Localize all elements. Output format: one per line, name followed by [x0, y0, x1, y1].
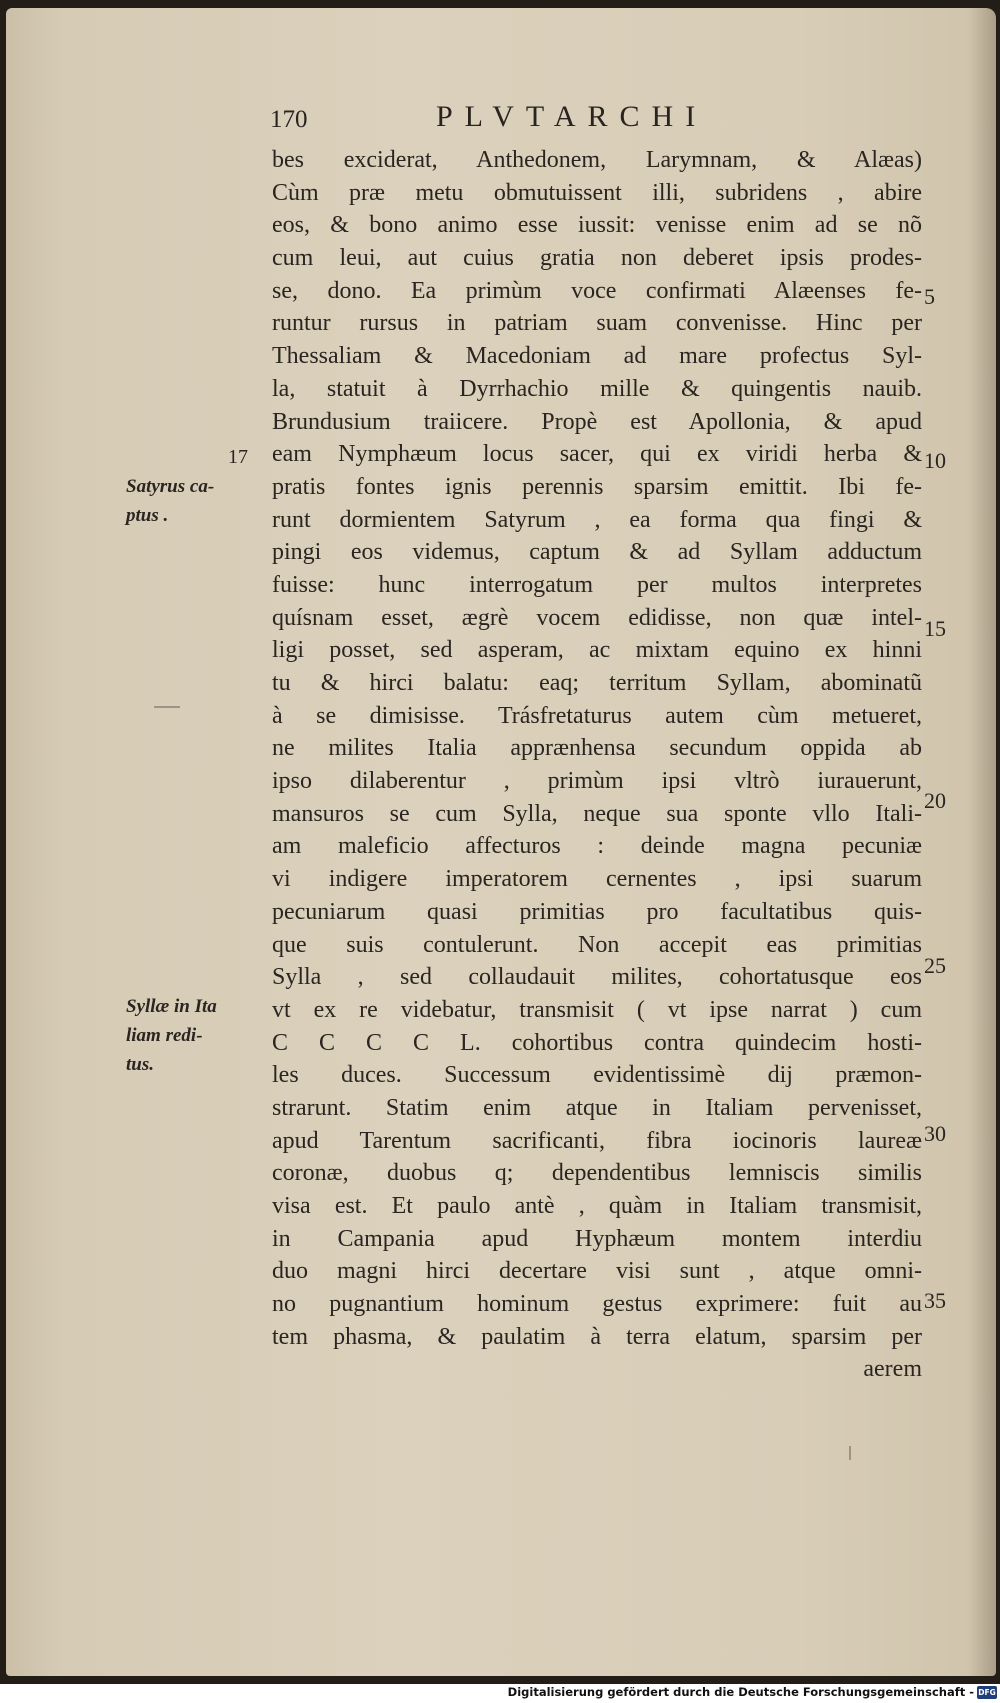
- text-line: à se dimisisse. Trásfretaturus autem cùm metueret,: [272, 702, 922, 729]
- margin-note-line: ptus .: [126, 505, 169, 526]
- catchword: aerem: [863, 1356, 922, 1383]
- text-line: eos, & bono animo esse iussit: venisse enim ad se nõ: [272, 212, 922, 239]
- line-number: 10: [924, 448, 946, 473]
- line-number: 35: [924, 1288, 946, 1313]
- text-line: fuisse: hunc interrogatum per multos interpretes: [272, 571, 922, 598]
- text-line: no pugnantium hominum gestus exprimere: fuit au: [272, 1291, 922, 1318]
- margin-note-line: Satyrus ca-: [126, 476, 215, 497]
- chapter-mark: 17: [228, 446, 248, 468]
- text-line: Cùm præ metu obmutuissent illi, subridens , abire: [272, 179, 922, 206]
- text-line: visa est. Et paulo antè , quàm in Italiam transmisit,: [272, 1193, 922, 1219]
- margin-note-sylla: [126, 992, 256, 1079]
- text-line: tu & hirci balatu: eaq; territum Syllam, abominatũ: [272, 670, 922, 696]
- text-line: vt ex re videbatur, transmisit ( vt ipse narrat ) cum: [272, 996, 922, 1023]
- text-line: quísnam esset, ægrè vocem edidisse, non quæ intel-: [272, 604, 922, 631]
- text-line: vi indigere imperatorem cernentes , ipsi suarum: [272, 866, 922, 893]
- footer-bar: [0, 1684, 1000, 1703]
- text-line: bes exciderat, Anthedonem, Larymnam, & Alæas): [272, 147, 922, 173]
- text-line: C C C C L. cohortibus contra quindecim hosti-: [272, 1029, 922, 1056]
- text-line: Thessaliam & Macedoniam ad mare profectus Syl-: [272, 343, 922, 370]
- text-line: duo magni hirci decertare visi sunt , atque omni-: [272, 1258, 922, 1285]
- text-line: eam Nymphæum locus sacer, qui ex viridi herba &: [272, 441, 922, 468]
- text-line: runt dormientem Satyrum , ea forma qua fingi &: [272, 506, 922, 533]
- line-number: 25: [924, 953, 946, 978]
- text-line: in Campania apud Hyphæum montem interdiu: [272, 1225, 922, 1252]
- text-line: mansuros se cum Sylla, neque sua sponte vllo Itali-: [272, 800, 922, 827]
- text-line: ligi posset, sed asperam, ac mixtam equino ex hinni: [272, 637, 922, 664]
- margin-note-line: liam redi-: [126, 1025, 203, 1046]
- line-number: 15: [924, 616, 946, 641]
- text-line: que suis contulerunt. Non accepit eas primitias: [272, 931, 922, 958]
- text-line: se, dono. Ea primùm voce confirmati Alæenses fe-: [272, 277, 922, 304]
- book-page: [6, 8, 996, 1676]
- text-line: tem phasma, & paulatim à terra elatum, sparsim per: [272, 1323, 922, 1350]
- line-numbers: [6, 8, 996, 1676]
- margin-note-satyrus: [126, 472, 256, 530]
- text-line: pratis fontes ignis perennis sparsim emittit. Ibi fe-: [272, 473, 922, 500]
- text-line: pecuniarum quasi primitias pro facultatibus quis-: [272, 898, 922, 925]
- text-line: coronæ, duobus q; dependentibus lemniscis similis: [272, 1160, 922, 1187]
- margin-note-line: tus.: [126, 1054, 154, 1075]
- funding-credit: Digitalisierung gefördert durch die Deutsche Forschungsgemeinschaft -: [507, 1685, 974, 1699]
- running-title: PLVTARCHI: [436, 100, 708, 133]
- text-line: am maleficio affecturos : deinde magna pecuniæ: [272, 833, 922, 860]
- text-line: apud Tarentum sacrificanti, fibra iocinoris laureæ: [272, 1127, 922, 1154]
- dfg-logo: DFG: [978, 1688, 996, 1697]
- line-number: 20: [924, 788, 946, 813]
- text-line: cum leui, aut cuius gratia non deberet ipsis prodes-: [272, 245, 922, 272]
- line-number: 30: [924, 1121, 946, 1146]
- text-line: la, statuit à Dyrrhachio mille & quingentis nauib.: [272, 375, 922, 402]
- text-line: runtur rursus in patriam suam convenisse. Hinc per: [272, 310, 922, 337]
- ink-mark: [154, 706, 180, 708]
- text-line: les duces. Successum evidentissimè dij præmon-: [272, 1062, 922, 1089]
- line-number: 5: [924, 284, 935, 309]
- page-number: 170: [270, 106, 308, 133]
- text-line: Sylla , sed collaudauit milites, cohortatusque eos: [272, 964, 922, 991]
- margin-note-line: Syllæ in Ita: [126, 996, 217, 1017]
- text-line: ipso dilaberentur , primùm ipsi vltrò iurauerunt,: [272, 768, 922, 795]
- text-line: Brundusium traiicere. Propè est Apollonia, & apud: [272, 408, 922, 435]
- text-line: strarunt. Statim enim atque in Italiam pervenisset,: [272, 1094, 922, 1121]
- ink-mark: [849, 1446, 851, 1460]
- text-line: pingi eos videmus, captum & ad Syllam adductum: [272, 539, 922, 566]
- text-line: ne milites Italia apprænhensa secundum oppida ab: [272, 735, 922, 762]
